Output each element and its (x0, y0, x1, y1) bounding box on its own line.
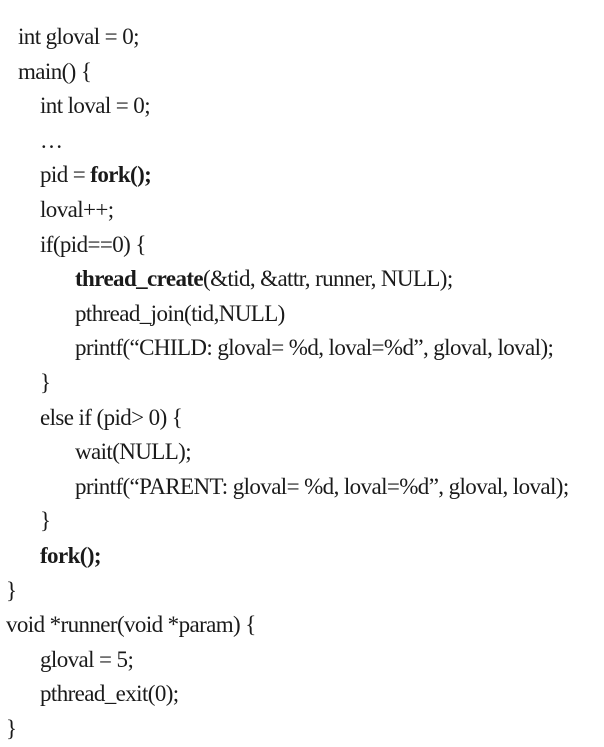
code-line (40, 158, 151, 192)
code-line (40, 193, 114, 227)
code-line (18, 20, 139, 54)
code-line (40, 401, 182, 435)
code-token: (&tid, &attr, runner, NULL); (203, 266, 453, 292)
code-token-bold: thread_create (75, 266, 204, 292)
code-line (40, 124, 62, 158)
code-line (75, 331, 553, 365)
code-token: int gloval = 0; (18, 24, 139, 49)
code-line (40, 89, 150, 123)
code-token: } (40, 508, 51, 534)
code-token: } (40, 370, 51, 395)
code-token: if(pid==0) { (40, 231, 146, 257)
code-line (75, 297, 285, 331)
code-token: pid = (40, 162, 91, 188)
code-token: … (40, 127, 63, 153)
code-token: gloval = 5; (40, 646, 134, 672)
code-token-bold: fork(); (40, 543, 101, 568)
code-token: pthread_join(tid,NULL) (75, 300, 285, 326)
code-line (40, 228, 146, 262)
code-token: printf(“CHILD: gloval= %d, loval=%d”, gloval, loval); (75, 335, 554, 361)
code-token: void *runner(void *param) { (6, 612, 256, 638)
code-token: else if (pid> 0) { (40, 404, 183, 430)
code-token: int loval = 0; (40, 93, 150, 119)
code-token: wait(NULL); (75, 439, 192, 465)
code-line (6, 574, 16, 608)
code-line (6, 608, 256, 642)
code-token: loval++; (40, 197, 114, 222)
code-line (75, 435, 191, 469)
code-token-bold: fork(); (90, 162, 152, 188)
code-token: } (6, 716, 17, 741)
code-token: } (6, 577, 17, 603)
code-line (40, 504, 50, 538)
code-line (18, 55, 91, 89)
code-token: main() { (18, 58, 92, 84)
code-line (40, 643, 133, 677)
code-token: printf(“PARENT: gloval= %d, loval=%d”, gloval, loval); (75, 473, 569, 499)
code-token: pthread_exit(0); (40, 681, 179, 707)
code-line (40, 677, 179, 711)
code-line (75, 470, 569, 504)
code-line (6, 712, 16, 746)
code-line (40, 366, 50, 400)
code-line (40, 539, 101, 573)
code-line (75, 262, 453, 296)
